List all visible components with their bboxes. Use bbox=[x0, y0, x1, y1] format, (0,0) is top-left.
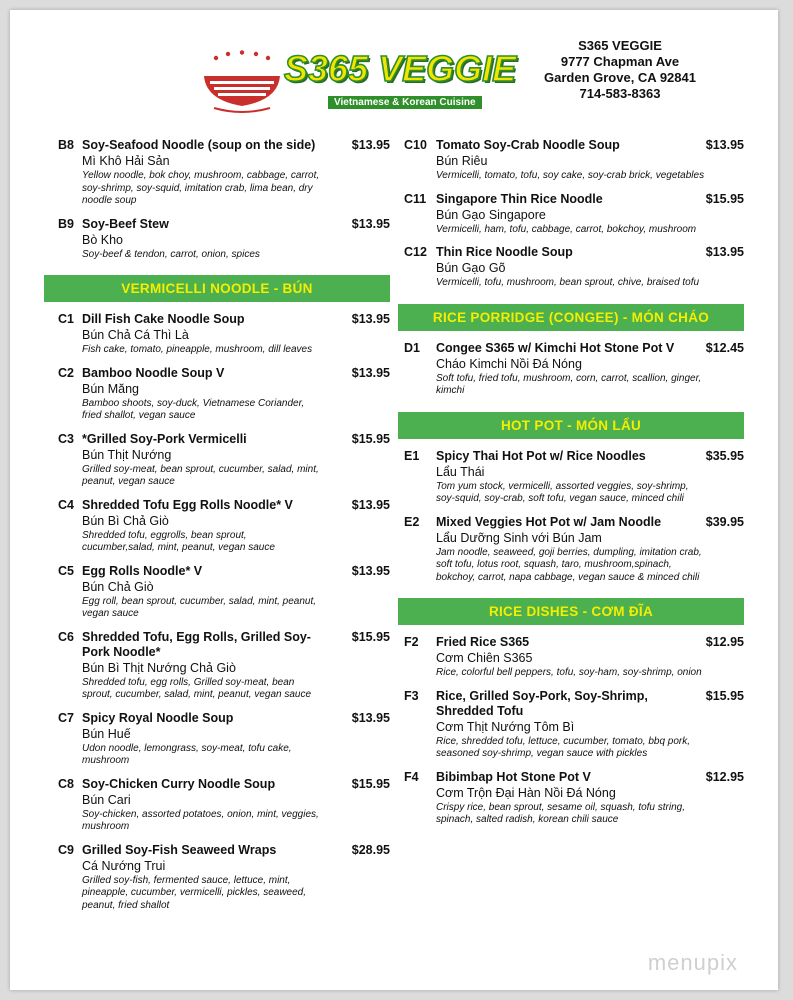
item-code: C4 bbox=[58, 497, 74, 512]
left-column bbox=[44, 138, 390, 921]
item-description: Grilled soy-meat, bean sprout, cucumber, salad, mint, peanut, vegan sauce bbox=[82, 463, 319, 487]
section-header: RICE PORRIDGE (CONGEE) - MÓN CHÁO bbox=[398, 304, 744, 331]
item-description: Fish cake, tomato, pineapple, mushroom, dill leaves bbox=[82, 344, 313, 355]
menu-item-header bbox=[398, 192, 744, 207]
menu-item bbox=[398, 770, 744, 827]
item-code: C8 bbox=[58, 776, 74, 791]
item-price: $13.95 bbox=[705, 138, 744, 152]
item-description: Soy-beef & tendon, carrot, onion, spices bbox=[82, 248, 260, 260]
item-name: Soy-Beef Stew bbox=[82, 216, 169, 231]
item-price: $13.95 bbox=[351, 497, 390, 512]
menu-item bbox=[44, 138, 390, 208]
item-vietnamese-name: Bún Chả Giò bbox=[82, 579, 154, 594]
logo-wordmark: S365 VEGGIE bbox=[284, 48, 517, 89]
item-code: E1 bbox=[404, 448, 420, 463]
menu-item bbox=[398, 635, 744, 680]
menu-item-header bbox=[44, 498, 390, 513]
item-description: Tom yum stock, vermicelli, assorted veggies, soy-shrimp, soy-squid, soy-crab, soft tofu, vegan sauce, minced chili bbox=[436, 480, 689, 504]
menu-item-header bbox=[44, 312, 390, 327]
item-vietnamese-name: Cơm Thịt Nướng Tôm Bì bbox=[436, 719, 575, 734]
menu-item bbox=[398, 515, 744, 585]
item-vietnamese-name: Bún Riêu bbox=[436, 154, 488, 168]
item-name: Shredded Tofu Egg Rolls Noodle* V bbox=[82, 497, 293, 512]
item-code: C11 bbox=[404, 191, 427, 206]
menu-item-header bbox=[44, 711, 390, 726]
item-price: $13.95 bbox=[351, 138, 390, 152]
item-description: Udon noodle, lemongrass, soy-meat, tofu cake, mushroom bbox=[82, 742, 292, 766]
item-code: D1 bbox=[404, 340, 420, 355]
item-code: F2 bbox=[404, 635, 419, 649]
logo-tagline: Vietnamese & Korean Cuisine bbox=[328, 96, 482, 109]
bowl-icon bbox=[200, 50, 284, 116]
item-vietnamese-name: Cháo Kimchi Nồi Đá Nóng bbox=[436, 356, 582, 371]
menu-item-header bbox=[44, 630, 390, 660]
item-vietnamese-name: Bò Kho bbox=[82, 232, 124, 247]
item-price: $15.95 bbox=[705, 688, 744, 703]
item-name: Bibimbap Hot Stone Pot V bbox=[436, 769, 591, 784]
item-name: Bamboo Noodle Soup V bbox=[82, 365, 225, 380]
item-name: Congee S365 w/ Kimchi Hot Stone Pot V bbox=[436, 340, 675, 355]
item-name: Dill Fish Cake Noodle Soup bbox=[82, 312, 245, 326]
item-price: $15.95 bbox=[705, 191, 744, 206]
menu-item-header bbox=[398, 449, 744, 464]
item-price: $13.95 bbox=[705, 245, 744, 259]
menu-item bbox=[398, 245, 744, 290]
item-vietnamese-name: Cơm Chiên S365 bbox=[436, 651, 533, 665]
item-price: $13.95 bbox=[351, 710, 390, 725]
restaurant-address-line2: Garden Grove, CA 92841 bbox=[544, 70, 696, 85]
item-description: Shredded tofu, egg rolls, Grilled soy-meat, bean sprout, cucumber, salad, mint, peanut, vegan sauce bbox=[82, 676, 312, 700]
item-description: Bamboo shoots, soy-duck, Vietnamese Coriander, fried shallot, vegan sauce bbox=[82, 397, 305, 421]
item-vietnamese-name: Cá Nướng Trui bbox=[82, 858, 166, 873]
item-name: Tomato Soy-Crab Noodle Soup bbox=[436, 138, 620, 152]
section-header: RICE DISHES - CƠM ĐĨA bbox=[398, 598, 744, 625]
item-code: C6 bbox=[58, 629, 74, 644]
item-code: C3 bbox=[58, 431, 74, 446]
item-name: Mixed Veggies Hot Pot w/ Jam Noodle bbox=[436, 514, 662, 529]
item-name: Soy-Seafood Noodle (soup on the side) bbox=[82, 138, 316, 152]
item-vietnamese-name: Bún Chả Cá Thì Là bbox=[82, 328, 189, 342]
item-vietnamese-name: Bún Gạo Singapore bbox=[436, 207, 546, 222]
menu-item bbox=[44, 630, 390, 702]
menu-item bbox=[398, 689, 744, 761]
item-description: Soft tofu, fried tofu, mushroom, corn, carrot, scallion, ginger, kimchi bbox=[436, 372, 702, 396]
menu-item-header bbox=[398, 341, 744, 356]
menu-item bbox=[44, 711, 390, 768]
item-code: B9 bbox=[58, 216, 74, 231]
item-name: Grilled Soy-Fish Seaweed Wraps bbox=[82, 842, 277, 857]
item-name: Spicy Thai Hot Pot w/ Rice Noodles bbox=[436, 448, 646, 463]
menu-item-header bbox=[398, 770, 744, 785]
item-name: Soy-Chicken Curry Noodle Soup bbox=[82, 776, 276, 791]
item-code: E2 bbox=[404, 514, 420, 529]
menu-item-header bbox=[398, 138, 744, 153]
item-code: C1 bbox=[58, 312, 74, 326]
item-code: F3 bbox=[404, 688, 419, 703]
item-price: $13.95 bbox=[351, 312, 390, 326]
item-vietnamese-name: Bún Huế bbox=[82, 726, 131, 741]
item-description: Vermicelli, tomato, tofu, soy cake, soy-crab brick, vegetables bbox=[436, 170, 705, 181]
item-description: Vermicelli, tofu, mushroom, bean sprout, chive, braised tofu bbox=[436, 277, 700, 288]
item-vietnamese-name: Lẩu Thái bbox=[436, 464, 485, 479]
item-name: Spicy Royal Noodle Soup bbox=[82, 710, 234, 725]
menu-item bbox=[44, 498, 390, 555]
menu-item-header bbox=[44, 564, 390, 579]
restaurant-phone: 714-583-8363 bbox=[579, 86, 661, 101]
menu-item-header bbox=[44, 777, 390, 792]
item-name: *Grilled Soy-Pork Vermicelli bbox=[82, 431, 247, 446]
item-price: $39.95 bbox=[705, 514, 744, 529]
item-vietnamese-name: Lẩu Dưỡng Sinh với Bún Jam bbox=[436, 530, 602, 545]
item-name: Egg Rolls Noodle* V bbox=[82, 563, 203, 578]
menu-item-header bbox=[44, 217, 390, 232]
item-vietnamese-name: Cơm Trộn Đại Hàn Nồi Đá Nóng bbox=[436, 785, 616, 800]
item-vietnamese-name: Bún Cari bbox=[82, 792, 131, 807]
restaurant-name: S365 VEGGIE bbox=[578, 38, 662, 53]
menu-item bbox=[398, 192, 744, 237]
restaurant-info bbox=[520, 38, 720, 102]
menu-item bbox=[44, 217, 390, 262]
right-column bbox=[398, 138, 744, 836]
menu-item-header bbox=[398, 635, 744, 650]
restaurant-logo bbox=[200, 46, 517, 116]
item-price: $13.95 bbox=[351, 365, 390, 380]
item-name: Rice, Grilled Soy-Pork, Soy-Shrimp, Shredded Tofu bbox=[436, 688, 648, 718]
item-vietnamese-name: Mì Khô Hải Sản bbox=[82, 154, 170, 168]
menu-item-header bbox=[398, 245, 744, 260]
item-price: $15.95 bbox=[351, 776, 390, 791]
item-description: Yellow noodle, bok choy, mushroom, cabbage, carrot, soy-shrimp, soy-squid, imitation crab, lima bean, dry noodle soup bbox=[82, 170, 320, 206]
item-code: F4 bbox=[404, 769, 419, 784]
item-vietnamese-name: Bún Gạo Gõ bbox=[436, 261, 506, 275]
menu-item bbox=[44, 564, 390, 621]
item-vietnamese-name: Bún Thịt Nướng bbox=[82, 447, 172, 462]
item-vietnamese-name: Bún Bì Chả Giò bbox=[82, 513, 169, 528]
menu-item bbox=[398, 449, 744, 506]
item-description: Jam noodle, seaweed, goji berries, dumpling, imitation crab, soft tofu, lotus root, squash, taro, mushroom,spinach, bokchoy, carrot, napa cabbage, vegan sauce & minced chili bbox=[436, 546, 702, 583]
section-header: VERMICELLI NOODLE - BÚN bbox=[44, 275, 390, 302]
menu-item bbox=[44, 843, 390, 913]
item-price: $12.45 bbox=[705, 340, 744, 355]
item-description: Crispy rice, bean sprout, sesame oil, squash, tofu string, spinach, salted radish, korean chili sauce bbox=[436, 801, 686, 825]
item-code: B8 bbox=[58, 138, 74, 152]
item-description: Egg roll, bean sprout, cucumber, salad, mint, peanut, vegan sauce bbox=[82, 595, 317, 619]
item-code: C2 bbox=[58, 365, 74, 380]
item-name: Fried Rice S365 bbox=[436, 635, 530, 649]
menu-item-header bbox=[44, 432, 390, 447]
menu-item-header bbox=[44, 138, 390, 153]
menu-page bbox=[10, 10, 778, 990]
menu-item bbox=[44, 777, 390, 834]
item-code: C10 bbox=[404, 138, 427, 152]
item-price: $15.95 bbox=[351, 629, 390, 644]
item-name: Thin Rice Noodle Soup bbox=[436, 245, 573, 259]
item-code: C9 bbox=[58, 842, 74, 857]
item-price: $12.95 bbox=[705, 635, 744, 649]
menu-item bbox=[398, 341, 744, 398]
item-description: Grilled soy-fish, fermented sauce, lettuce, mint, pineapple, cucumber, vermicelli, pickles, seaweed, peanut, fried shallot bbox=[82, 874, 306, 911]
watermark: menupix bbox=[647, 950, 738, 975]
item-code: C5 bbox=[58, 563, 74, 578]
item-code: C12 bbox=[404, 245, 427, 259]
item-price: $13.95 bbox=[351, 216, 390, 231]
item-vietnamese-name: Bún Bì Thịt Nướng Chả Giò bbox=[82, 660, 236, 675]
item-price: $35.95 bbox=[705, 448, 744, 463]
item-description: Rice, colorful bell peppers, tofu, soy-ham, soy-shrimp, onion bbox=[436, 667, 702, 678]
item-vietnamese-name: Bún Măng bbox=[82, 381, 139, 396]
item-price: $28.95 bbox=[351, 842, 390, 857]
menu-item bbox=[44, 366, 390, 423]
item-price: $15.95 bbox=[351, 431, 390, 446]
item-description: Rice, shredded tofu, lettuce, cucumber, tomato, bbq pork, seasoned soy-shrimp, vegan sauce with pickles bbox=[436, 735, 691, 759]
item-price: $13.95 bbox=[351, 563, 390, 578]
item-price: $12.95 bbox=[705, 769, 744, 784]
restaurant-address-line1: 9777 Chapman Ave bbox=[560, 54, 680, 69]
menu-item-header bbox=[398, 689, 744, 719]
menu-item bbox=[398, 138, 744, 183]
menu-item-header bbox=[44, 843, 390, 858]
menu-item-header bbox=[44, 366, 390, 381]
menu-item-header bbox=[398, 515, 744, 530]
item-name: Shredded Tofu, Egg Rolls, Grilled Soy-Pork Noodle* bbox=[82, 629, 311, 659]
item-code: C7 bbox=[58, 710, 74, 725]
item-description: Vermicelli, ham, tofu, cabbage, carrot, bokchoy, mushroom bbox=[436, 223, 697, 235]
menu-item bbox=[44, 432, 390, 489]
item-description: Shredded tofu, eggrolls, bean sprout, cucumber,salad, mint, peanut, vegan sauce bbox=[82, 529, 275, 553]
item-description: Soy-chicken, assorted potatoes, onion, mint, veggies, mushroom bbox=[82, 808, 319, 832]
item-name: Singapore Thin Rice Noodle bbox=[436, 191, 603, 206]
menu-item bbox=[44, 312, 390, 357]
section-header: HOT POT - MÓN LẨU bbox=[398, 412, 744, 439]
